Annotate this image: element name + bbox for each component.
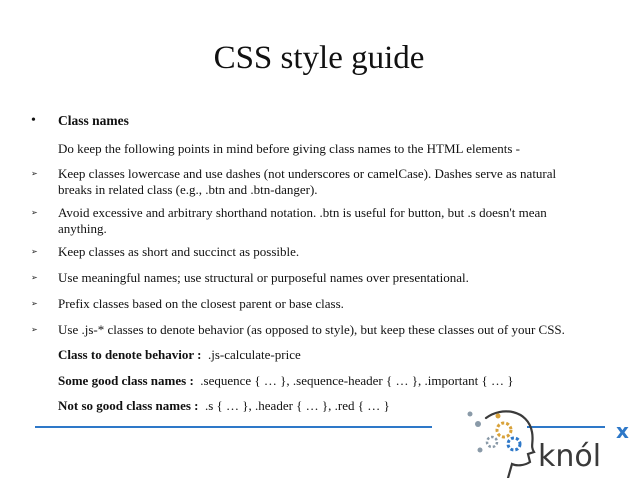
point-3: Keep classes as short and succinct as possible. (58, 244, 300, 259)
point-6: Use .js-* classes to denote behavior (as opposed to style), but keep these classes out of your CSS. (58, 322, 565, 337)
example-bad-value: .s { … }, .header { … }, .red { … } (198, 398, 390, 413)
arrow-bullet: ➢ (31, 299, 38, 308)
arrow-bullet: ➢ (31, 273, 38, 282)
logo-x-mark: x (616, 419, 629, 443)
example-good-value: .sequence { … }, .sequence-header { … }, .important { … } (193, 373, 514, 388)
head-outline-icon (486, 411, 534, 478)
section-heading: Class names (58, 113, 129, 128)
example-good-label: Some good class names : (58, 373, 194, 388)
point-2-line-2: anything. (58, 221, 107, 236)
dot-icon (475, 421, 481, 427)
slide-title: CSS style guide (213, 40, 425, 76)
logo-wordmark: knól (538, 439, 602, 474)
knol-logo (458, 402, 638, 478)
example-behavior-value: .js-calculate-price (201, 347, 301, 362)
point-4: Use meaningful names; use structural or purposeful names over presentational. (58, 270, 469, 285)
dot-icon (478, 448, 483, 453)
intro-text: Do keep the following points in mind before giving class names to the HTML elements - (58, 141, 521, 156)
point-5: Prefix classes based on the closest parent or base class. (58, 296, 344, 311)
arrow-bullet: ➢ (31, 169, 38, 178)
example-bad-label: Not so good class names : (58, 398, 199, 413)
example-good (58, 373, 618, 389)
point-2-line-1: Avoid excessive and arbitrary shorthand notation. .btn is useful for button, but .s doesn't mean (58, 205, 547, 220)
gear-icon (487, 437, 497, 447)
arrow-bullet: ➢ (31, 325, 38, 334)
point-1-line-2: breaks in related class (e.g., .btn and .btn-danger). (58, 182, 318, 197)
example-behavior (58, 347, 618, 363)
example-behavior-label: Class to denote behavior : (58, 347, 202, 362)
bullet-dot: • (31, 113, 36, 128)
gear-icon (508, 438, 520, 450)
point-1-line-1: Keep classes lowercase and use dashes (not underscores or camelCase). Dashes serve as natural (58, 166, 557, 181)
dot-icon (496, 414, 501, 419)
footer-rule (35, 426, 432, 428)
dot-icon (468, 412, 473, 417)
arrow-bullet: ➢ (31, 208, 38, 217)
arrow-bullet: ➢ (31, 247, 38, 256)
gear-icon (497, 423, 511, 437)
